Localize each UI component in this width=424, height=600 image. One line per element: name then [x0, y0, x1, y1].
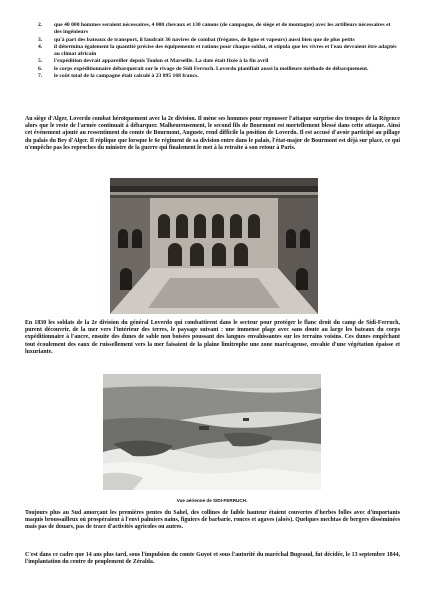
aerial-sidi-ferruch-photo	[103, 374, 321, 490]
list-number: 3.	[38, 36, 43, 43]
list-number: 6.	[38, 65, 43, 72]
list-text: le corps expéditionnaire débarquerait sur le rivage de Sidi Ferruch. Loverdo planifiait aussi la meilleure méthode de débarquement.	[54, 65, 369, 72]
list-text: que 40 000 hommes seraient nécessaires, 4 000 chevaux et 130 canons (de campagne, de siège et de montagne) avec les artilleurs nécessaires et des ingénieurs	[54, 22, 391, 36]
list-item	[38, 22, 398, 37]
list-number: 2.	[38, 22, 43, 28]
list-item	[38, 58, 398, 65]
palace-courtyard-image	[110, 178, 318, 314]
list-number: 4.	[38, 43, 43, 50]
paragraph-siege-alger: Au siège d'Alger, Loverdo combat héroïquement avec la 2e division. Il mène ses hommes pour repousser l'attaque surprise des troupes de la Régence alors que le reste de l'armée continuait à débarquer. Malheureusement, le second fils de Bourmont est mortellement blessé dans cette attaque. Ainsi cet événement ajouté au ressentiment du comte de Bourmont, Auguste, rend difficile la position de Loverdo. Il est accusé d'avoir participé au pillage du palais du Bey d'Alger. Il réplique que lorsque le 6e régiment de sa division entre dans le palais, l'état-major de Bourmont est déjà sur place, ce qui n'empêche pas les reproches du ministre de la guerre qui finalement le met à la retraite à son retour à Paris.	[25, 116, 400, 151]
list-text: qu'à part des bateaux de transport, il faudrait 36 navires de combat (frégates, de ligne et vapeurs) aussi bien que de plus petits	[54, 36, 355, 43]
list-text: l'expédition devrait appareiller depuis Toulon et Marseille. La date était fixée à la fin avril	[54, 58, 269, 65]
numbered-list	[38, 22, 398, 80]
aerial-sidi-ferruch-image	[103, 374, 321, 490]
list-item	[38, 44, 398, 59]
list-number: 5.	[38, 58, 43, 65]
list-item	[38, 73, 398, 80]
image-caption: Vue aérienne de SIDI-FERRUCH.	[176, 498, 248, 503]
list-text: il détermina également la quantité précise des équipements et rations pour chaque soldat, et stipula que les vivres et l'eau devraient être adaptés au climat africain	[54, 43, 397, 58]
list-item	[38, 37, 398, 44]
list-item	[38, 66, 398, 73]
paragraph-zeralda: C'est dans ce cadre que 14 ans plus tard, sous l'impulsion du comte Guyot et sous l'autorité du maréchal Bugeaud, fut décidée, le 13 septembre 1844, l'implantation du centre de peuplement de Zéralda.	[25, 552, 400, 566]
paragraph-sidi-ferruch: En 1830 les soldats de la 2e division du général Loverdo qui combattirent dans le secteur pour protéger le flanc droit du camp de Sidi-Ferruch, purent découvrir, de la mer vers l'intérieur des terres, le paysage suivant : une immense plage avec sans doute au large les bateaux du corps expéditionnaire à l'ancre, ensuite des dunes de sable non boisées poussant des langues envahissantes sur les terrains voisins. Ces dunes empêchant tout écoulement des eaux de ruissellement vers la mer faisaient de la plaine limitrophe une zone marécageuse, envahie d'une végétation épaisse et luxuriante.	[25, 320, 400, 355]
list-text: le coût total de la campagne était calculé à 23 895 168 francs.	[54, 73, 199, 80]
paragraph-sahel: Toujours plus au Sud amorçant les premières pentes du Sahel, des collines de faible hauteur étaient couvertes d'herbes folles avec d'importants maquis broussailleux où prospéraient à l'envi palmiers nains, figuiers de barbarie, ronces et agaves (aloès). Quelques mechtas de bergers disséminées mais pas de douars, pas de trace d'activités agricoles ou autres.	[25, 510, 400, 531]
list-number: 7.	[38, 73, 43, 80]
palace-courtyard-photo	[110, 178, 318, 314]
